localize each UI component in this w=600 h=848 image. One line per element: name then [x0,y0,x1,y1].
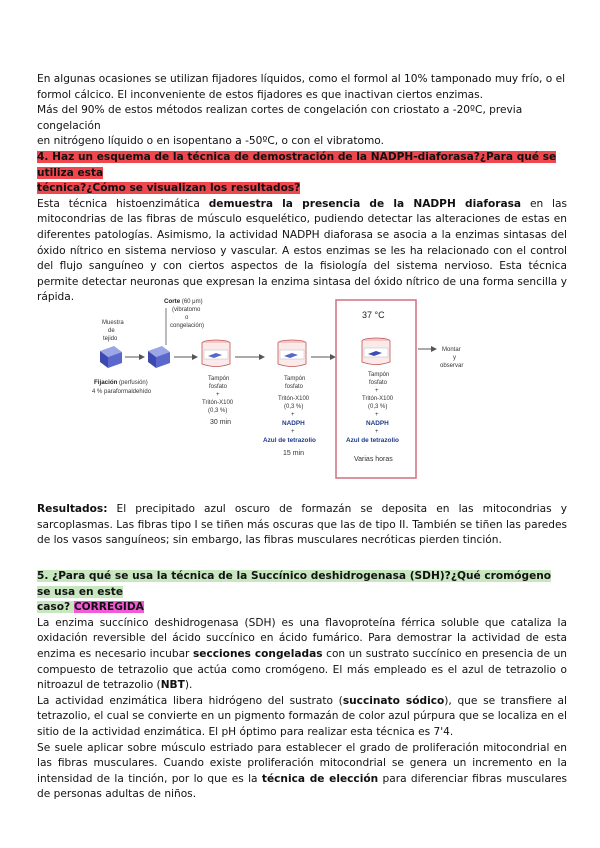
question-4-heading [37,150,567,197]
intro-paragraph [37,72,567,150]
cut-line-2: (vibratomo [172,307,201,313]
q5-heading-line-2: caso? [37,601,74,614]
intro-line-2: formol cálcico. El inconveniente de estos fijadores es que inactivan ciertos enzimas. [37,88,484,101]
results-paragraph [37,502,567,549]
final-line-3: observar [440,363,464,369]
beaker-1 [202,340,230,367]
final-line-2: y [453,355,456,361]
q5-p2-bold: succinato sódico [342,694,445,707]
final-line-1: Montar [442,347,461,353]
step2-line-5: + [291,412,295,418]
q5-p1-nbt: NBT [160,679,185,692]
q5-p1-b: con un sustrato succínico en presencia de un compuesto de tetrazolio que actúa como cromógeno. El más empleado es el azul de tetrazolio o nitroazul de tetrazolio ( [37,647,567,692]
step2-time: 15 min [283,450,305,457]
cut-label [164,298,203,305]
beaker-3 [362,338,390,365]
step1-line-2: fosfato [209,384,228,390]
results-label: Resultados: [37,503,108,515]
intro-line-1: En algunas ocasiones se utilizan fijadores líquidos, como el formol al 10% tamponado muy frío, o el [37,73,566,85]
q4-heading-line-1: 4. Haz un esquema de la técnica de demostración de la NADPH-diaforasa?¿Para qué se utiliza esta [37,151,557,179]
tissue-cube-2 [148,346,170,368]
cut-rest: (60 μm) [180,299,203,305]
step1-time: 30 min [210,419,232,426]
cut-bold: Corte [164,298,181,305]
step2-azul: Azul de tetrazolio [263,437,316,444]
tissue-cube-1 [100,346,122,368]
q4-text-a: Esta técnica histoenzimática [37,197,209,210]
step3-time: Varias horas [354,456,393,463]
step1-line-3: + [216,392,220,398]
step1-line-1: Tampón [208,376,230,382]
q5-p3-bold: técnica de elección [261,772,379,785]
step3-line-2: fosfato [369,380,388,386]
diagram-svg [92,296,502,482]
sample-label-2: de [108,328,115,334]
step3-line-5: (0,3 %) [368,404,388,410]
fixation-bold: Fijación [94,379,118,386]
fixation-detail: 4 % paraformaldehído [92,389,152,395]
q5-p2-a: La actividad enzimática libera hidrógeno del sustrato ( [37,694,343,707]
q5-p3-a: Se suele aplicar sobre músculo estriado para establecer el grado de proliferación mitocondrial en las fibras musculares. Cuando existe proliferación mitocondrial se genera un incremento en la intensidad de la tinción, por lo que es la [37,741,567,785]
results-text: El precipitado azul oscuro de formazán se deposita en las mitocondrias y sarcoplasmas. Las fibras tipo I se tiñen más oscuras que las de tipo II. También se tiñen las paredes de los vasos sanguíneos; sin embargo, las fibras musculares necróticas pierden tinción. [37,503,567,547]
step2-line-1: Tampón [284,376,306,382]
fixation-rest: (perfusión) [117,380,148,386]
step2-line-4: (0,3 %) [284,404,304,410]
nadph-diaforasa-diagram [92,296,502,482]
q4-heading-line-2: técnica?¿Cómo se visualizan los resultados? [37,182,301,195]
q5-p1-bold: secciones congeladas [192,647,323,660]
intro-line-3: Más del 90% de estos métodos realizan cortes de congelación con criostato a -20ºC, previa congelación [37,104,523,132]
q5-paragraph-2 [37,694,567,741]
q4-text-b: en las mitocondrias de las fibras de músculo esquelético, pudiendo detectar las alteraciones de estas en diferentes patologías. Asimismo, la actividad NADPH diaforasa se asocia a la enzimas sintasas del óxido nítrico en sistema nervioso y vascular. A estos enzimas se les ha relacionado con el control del flujo sanguíneo y con ciertos aspectos de la fisiología del sistema nervioso. Esta técnica permite detectar neuronas que expresan la enzima sintasa del óxido nítrico de una forma sencilla y rápida. [37,197,568,304]
q4-text-bold: demuestra la presencia de la NADPH diaforasa [208,197,522,210]
question-5-heading [37,569,567,616]
cut-line-3: o [185,315,189,321]
step2-line-6: + [291,429,295,435]
q5-paragraph-3 [37,741,567,803]
step3-line-4: Tritón-X100 [362,396,394,402]
step3-line-6: + [375,412,379,418]
results-section [37,502,567,549]
step3-line-7: + [375,429,379,435]
question-4-section [37,150,567,306]
cut-line-4: congelación) [170,323,205,329]
fixation-label [94,379,148,386]
q5-p3-b: para diferenciar fibras musculares de personas adultas de niños. [37,772,567,801]
sample-label-1: Muestra [102,320,124,326]
step2-line-3: Tritón-X100 [278,396,310,402]
sample-label-3: tejido [103,336,118,342]
step1-line-4: Tritón-X100 [202,400,234,406]
step3-nadph: NADPH [366,420,389,427]
step3-line-1: Tampón [368,372,390,378]
q4-paragraph [37,197,567,306]
step2-nadph: NADPH [282,420,305,427]
question-5-section [37,569,567,803]
q5-p1-a: La enzima succínico deshidrogenasa (SDH) es una flavoproteína férrica soluble que cataliza la oxidación reversible del ácido succínico en ácido fumárico. Para demostrar la actividad de esta enzima es necesario incubar [37,616,567,660]
corregida-badge: CORREGIDA [73,601,144,614]
incubation-temperature: 37 °C [362,310,385,320]
intro-line-4: en nitrógeno líquido o en isopentano a -50ºC, o con el vibratomo. [37,135,384,148]
step3-line-3: + [375,388,379,394]
step2-line-2: fosfato [285,384,304,390]
q5-p1-c: ). [184,679,193,692]
q5-heading-line-1: 5. ¿Para qué se usa la técnica de la Succínico deshidrogenasa (SDH)?¿Qué cromógeno se usa en este [37,570,552,598]
q5-p2-b: ), que se transfiere al tetrazolio, el cual se convierte en un pigmento formazán de color azul púrpura que se localiza en el sitio de la actividad enzimática. El pH óptimo para realizar esta técnica es 7'4. [37,694,567,738]
beaker-2 [278,340,306,367]
step1-line-5: (0,3 %) [208,408,228,414]
step3-azul: Azul de tetrazolio [346,437,399,444]
q5-paragraph-1 [37,616,567,694]
